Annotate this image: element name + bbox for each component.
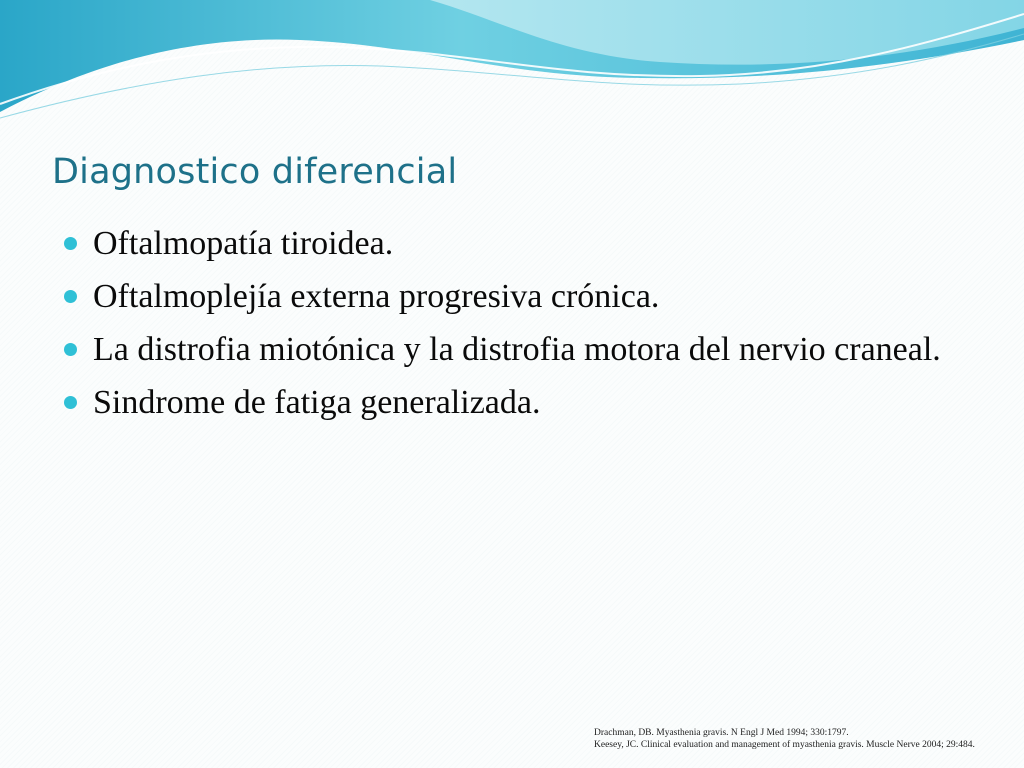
bullet-list: [60, 222, 960, 434]
bullet-item: [60, 328, 960, 372]
bullet-text: Oftalmopatía tiroidea.: [93, 225, 394, 262]
bullet-item: [60, 222, 960, 266]
references: [594, 727, 994, 751]
bullet-marker-icon: [64, 396, 77, 409]
reference-line: Drachman, DB. Myasthenia gravis. N Engl J Med 1994; 330:1797.: [594, 728, 849, 738]
bullet-text: La distrofia miotónica y la distrofia motora del nervio craneal.: [93, 331, 941, 368]
slide-title: Diagnostico diferencial: [52, 152, 458, 192]
bullet-marker-icon: [64, 237, 77, 250]
bullet-marker-icon: [64, 343, 77, 356]
bullet-text: Sindrome de fatiga generalizada.: [93, 384, 541, 421]
bullet-text: Oftalmoplejía externa progresiva crónica.: [93, 278, 660, 315]
bullet-item: [60, 275, 960, 319]
bullet-item: [60, 381, 960, 425]
bullet-marker-icon: [64, 290, 77, 303]
reference-line: Keesey, JC. Clinical evaluation and management of myasthenia gravis. Muscle Nerve 2004; 29:484.: [594, 740, 975, 750]
header-wave-decoration: [0, 0, 1024, 130]
